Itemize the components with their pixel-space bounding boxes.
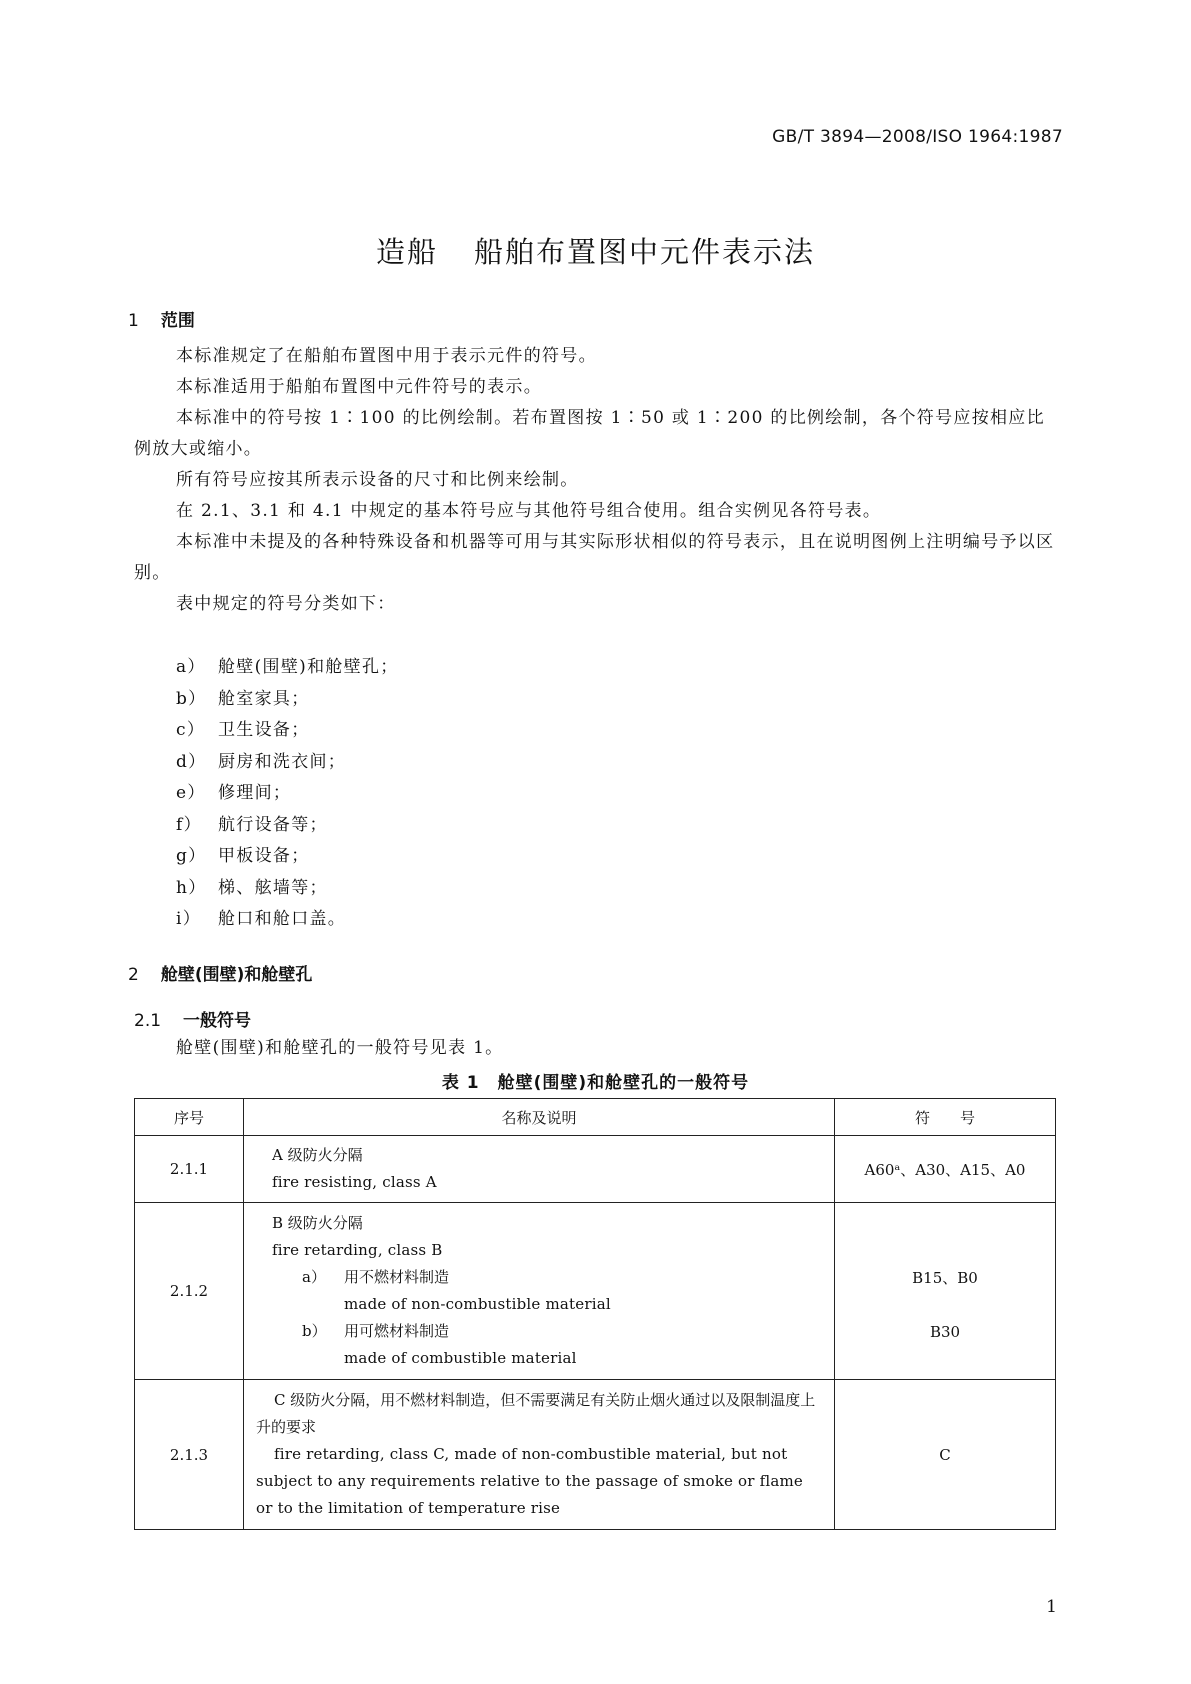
table-caption <box>0 1068 1191 1093</box>
row-description <box>244 1380 835 1530</box>
list-item-label: f） <box>176 814 202 835</box>
table-header-row <box>135 1099 1056 1136</box>
table-row <box>135 1136 1056 1203</box>
name-zh: C 级防火分隔，用不燃材料制造，但不需要满足有关防止烟火通过以及限制温度上升的要求 <box>256 1391 816 1436</box>
sub-item-a-en: made of non-combustible material <box>344 1295 611 1313</box>
row-number: 2.1.3 <box>135 1380 244 1530</box>
document-title <box>0 230 1191 271</box>
symbol-a: B15、B0 <box>912 1269 978 1287</box>
section-title: 范围 <box>160 311 195 331</box>
row-number: 2.1.1 <box>135 1136 244 1203</box>
row-symbol: C <box>835 1380 1056 1530</box>
table-caption-number: 表 1 <box>441 1073 480 1093</box>
name-zh: A 级防火分隔 <box>272 1146 363 1164</box>
paragraph: 舱壁(围壁)和舱壁孔的一般符号见表 1。 <box>176 1038 504 1058</box>
section-2-1-body <box>134 1033 1056 1064</box>
list-item <box>176 904 399 936</box>
title-part-2: 船舶布置图中元件表示法 <box>474 235 816 269</box>
section-title: 舱壁(围壁)和舱壁孔 <box>160 965 313 985</box>
paragraph: 本标准规定了在船舶布置图中用于表示元件的符号。 <box>176 346 597 366</box>
list-item-text: 舱口和舱口盖。 <box>218 909 347 929</box>
page-number: 1 <box>1046 1597 1057 1617</box>
section-2-1-heading <box>134 1006 251 1031</box>
list-item-text: 甲板设备； <box>218 846 310 866</box>
list-item-label: b） <box>176 688 207 709</box>
section-1-body <box>134 341 1056 620</box>
list-item <box>176 747 399 779</box>
sub-item-zh: 用不燃材料制造 <box>344 1268 450 1286</box>
list-item <box>176 778 399 810</box>
symbol-b: B30 <box>929 1323 961 1341</box>
table-caption-text: 舱壁(围壁)和舱壁孔的一般符号 <box>497 1073 750 1093</box>
sub-item-b <box>256 1318 824 1345</box>
column-header-no: 序号 <box>135 1099 244 1136</box>
list-item <box>176 810 399 842</box>
name-en: fire retarding, class C, made of non-combustible material, but not subject to any requirements relative to the passage of smoke or flame or to the limitation of temperature rise <box>256 1445 803 1517</box>
section-title: 一般符号 <box>183 1011 252 1031</box>
paragraph: 表中规定的符号分类如下： <box>176 594 396 614</box>
list-item-label: a） <box>176 657 206 677</box>
list-item <box>176 715 399 747</box>
list-item <box>176 684 399 716</box>
row-description <box>244 1203 835 1380</box>
symbols-table <box>134 1098 1056 1530</box>
list-item-text: 修理间； <box>218 783 292 803</box>
list-item <box>176 841 399 873</box>
list-item-text: 舱壁(围壁)和舱壁孔； <box>218 657 399 677</box>
section-number: 1 <box>128 311 139 331</box>
section-number: 2.1 <box>134 1011 162 1031</box>
section-number: 2 <box>128 965 139 985</box>
list-item <box>176 873 399 905</box>
standard-code: GB/T 3894—2008/ISO 1964:1987 <box>772 127 1063 147</box>
table-row <box>135 1380 1056 1530</box>
sub-item-zh: 用可燃材料制造 <box>344 1322 450 1340</box>
table-row <box>135 1203 1056 1380</box>
name-zh: B 级防火分隔 <box>272 1214 363 1232</box>
list-item-label: e） <box>176 783 206 803</box>
name-en: fire retarding, class B <box>272 1241 443 1259</box>
paragraph: 本标准适用于船舶布置图中元件符号的表示。 <box>176 377 542 397</box>
list-item-label: g） <box>176 846 207 866</box>
section-1-heading <box>128 306 195 331</box>
paragraph: 所有符号应按其所表示设备的尺寸和比例来绘制。 <box>176 470 579 490</box>
row-description <box>244 1136 835 1203</box>
paragraph: 本标准中的符号按 1∶100 的比例绘制。若布置图按 1∶50 或 1∶200 的比例绘制，各个符号应按相应比例放大或缩小。 <box>134 408 1045 459</box>
list-item-label: i） <box>176 909 202 929</box>
list-item-label: h） <box>176 877 207 898</box>
list-item-text: 舱室家具； <box>218 688 310 709</box>
column-header-name: 名称及说明 <box>244 1099 835 1136</box>
list-item-text: 厨房和洗衣间； <box>218 751 347 772</box>
name-en: fire resisting, class A <box>272 1173 437 1191</box>
row-number: 2.1.2 <box>135 1203 244 1380</box>
list-item-text: 航行设备等； <box>218 814 328 835</box>
paragraph: 在 2.1、3.1 和 4.1 中规定的基本符号应与其他符号组合使用。组合实例见各符号表。 <box>176 501 882 521</box>
sub-item-label: a） <box>302 1268 326 1286</box>
title-part-1: 造船 <box>375 235 438 269</box>
symbol-category-list <box>176 652 399 936</box>
column-header-symbol: 符 号 <box>835 1099 1056 1136</box>
section-2-heading <box>128 960 312 985</box>
list-item <box>176 652 399 684</box>
list-item-text: 梯、舷墙等； <box>218 877 328 898</box>
paragraph: 本标准中未提及的各种特殊设备和机器等可用与其实际形状相似的符号表示，且在说明图例上注明编号予以区别。 <box>134 532 1055 583</box>
sub-item-b-en: made of combustible material <box>344 1349 577 1367</box>
row-symbol <box>835 1203 1056 1380</box>
sub-item-label: b） <box>302 1322 327 1340</box>
list-item-text: 卫生设备； <box>218 720 310 740</box>
row-symbol: A60ᵃ、A30、A15、A0 <box>835 1136 1056 1203</box>
list-item-label: d） <box>176 751 207 772</box>
list-item-label: c） <box>176 720 206 740</box>
sub-item-a <box>256 1264 824 1291</box>
